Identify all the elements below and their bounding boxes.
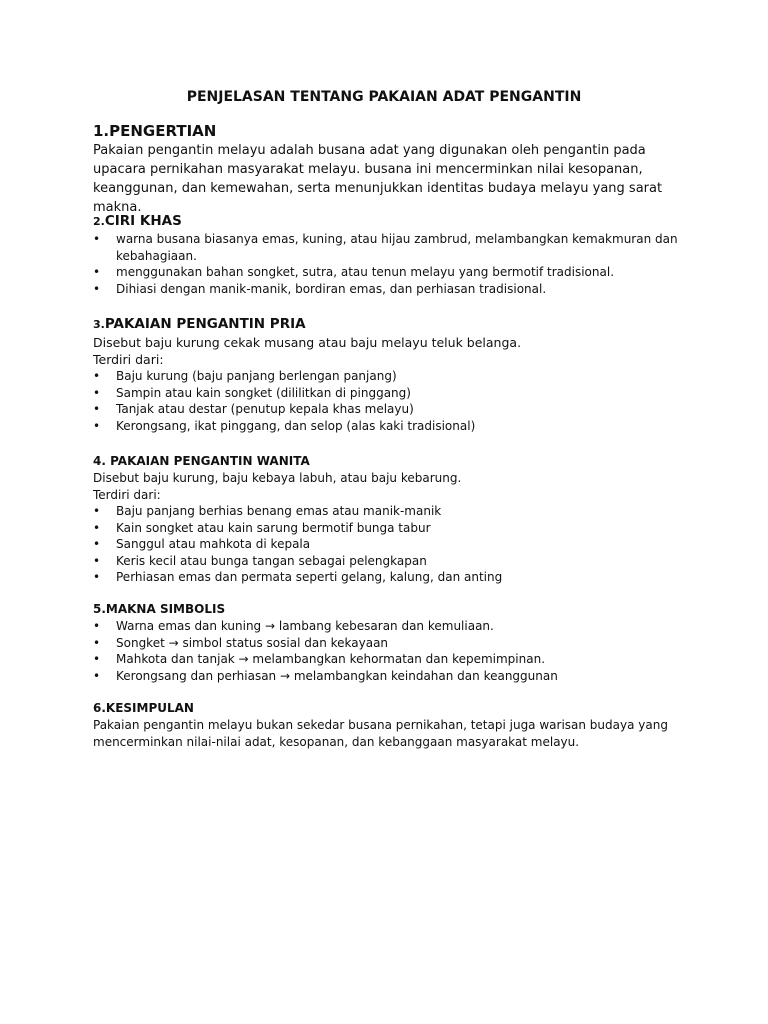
list-item: • Baju kurung (baju panjang berlengan panjang) bbox=[93, 368, 693, 385]
bullet-list bbox=[93, 503, 693, 586]
list-item: • warna busana biasanya emas, kuning, atau hijau zambrud, melambangkan kemakmuran dan kebahagiaan. bbox=[93, 231, 693, 264]
section-heading bbox=[93, 315, 693, 334]
section-pakaian-wanita bbox=[93, 453, 693, 586]
section-heading: 4. PAKAIAN PENGANTIN WANITA bbox=[93, 454, 310, 468]
list-item: • Kerongsang dan perhiasan → melambangkan keindahan dan keanggunan bbox=[93, 668, 693, 685]
list-item: • Keris kecil atau bunga tangan sebagai pelengkapan bbox=[93, 553, 693, 570]
list-item: • Baju panjang berhias benang emas atau manik-manik bbox=[93, 503, 693, 520]
section-paragraph: Pakaian pengantin melayu bukan sekedar busana pernikahan, tetapi juga warisan budaya yang mencerminkan nilai-nilai adat, kesopanan, dan kebanggaan masyarakat melayu. bbox=[93, 718, 668, 749]
list-item: • Dihiasi dengan manik-manik, bordiran emas, dan perhiasan tradisional. bbox=[93, 281, 693, 298]
list-item: • Kain songket atau kain sarung bermotif bunga tabur bbox=[93, 520, 693, 537]
list-item: • Sanggul atau mahkota di kepala bbox=[93, 536, 693, 553]
section-heading-text: PENGERTIAN bbox=[109, 122, 217, 140]
list-item: • menggunakan bahan songket, sutra, atau tenun melayu yang bermotif tradisional. bbox=[93, 264, 693, 281]
list-item: • Kerongsang, ikat pinggang, dan selop (alas kaki tradisional) bbox=[93, 418, 693, 435]
section-number: 3. bbox=[93, 318, 105, 331]
document-title: PENJELASAN TENTANG PAKAIAN ADAT PENGANTIN bbox=[186, 89, 582, 105]
section-pakaian-pria bbox=[93, 315, 693, 434]
section-number: 2. bbox=[93, 215, 105, 228]
section-heading: 6.KESIMPULAN bbox=[93, 701, 194, 715]
bullet-list bbox=[93, 231, 693, 297]
section-paragraph: Terdiri dari: bbox=[93, 487, 161, 502]
section-kesimpulan bbox=[93, 700, 693, 750]
section-paragraph: Terdiri dari: bbox=[93, 352, 164, 367]
section-heading: 5.MAKNA SIMBOLIS bbox=[93, 602, 226, 616]
section-paragraph: Disebut baju kurung, baju kebaya labuh, atau baju kebarung. bbox=[93, 471, 462, 485]
section-number: 1. bbox=[93, 122, 110, 140]
list-item: • Songket → simbol status sosial dan kekayaan bbox=[93, 635, 693, 652]
section-heading-text: PAKAIAN PENGANTIN PRIA bbox=[104, 316, 306, 332]
section-heading-text: CIRI KHAS bbox=[104, 213, 182, 229]
section-paragraph: Pakaian pengantin melayu adalah busana adat yang digunakan oleh pengantin pada upacara pernikahan masyarakat melayu. busana ini mencerminkan nilai kesopanan, keanggunan, dan kemewahan, serta menunjukkan identitas budaya melayu yang sarat makna. bbox=[93, 143, 663, 215]
list-item: • Sampin atau kain songket (dililitkan di pinggang) bbox=[93, 385, 693, 402]
section-heading bbox=[93, 121, 693, 141]
section-makna-simbolis bbox=[93, 601, 693, 684]
bullet-list bbox=[93, 368, 693, 434]
section-paragraph: Disebut baju kurung cekak musang atau baju melayu teluk belanga. bbox=[93, 335, 522, 350]
list-item: • Perhiasan emas dan permata seperti gelang, kalung, dan anting bbox=[93, 569, 693, 586]
list-item: • Tanjak atau destar (penutup kepala khas melayu) bbox=[93, 401, 693, 418]
section-heading bbox=[93, 212, 693, 231]
section-ciri-khas bbox=[93, 212, 693, 297]
list-item: • Mahkota dan tanjak → melambangkan kehormatan dan kepemimpinan. bbox=[93, 651, 693, 668]
section-pengertian bbox=[93, 121, 693, 217]
bullet-list bbox=[93, 618, 693, 684]
list-item: • Warna emas dan kuning → lambang kebesaran dan kemuliaan. bbox=[93, 618, 693, 635]
